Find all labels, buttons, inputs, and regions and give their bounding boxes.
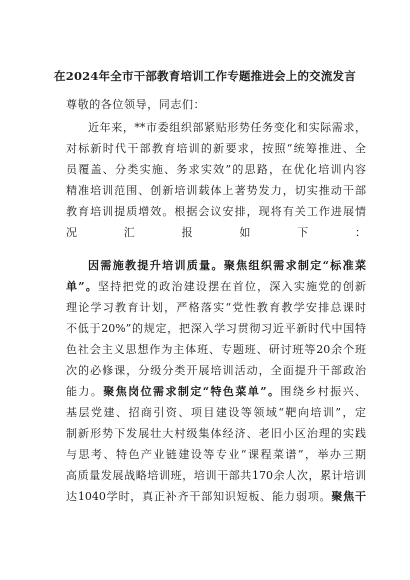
section-heading: 聚焦干 — [331, 490, 366, 503]
section-heading: 聚焦岗位需求制定“特色菜单”。 — [103, 385, 281, 398]
paragraph-line — [66, 276, 366, 297]
paragraph-line: 教育培训提质增效。根据会议安排，现将有关工作进展情 — [66, 205, 366, 218]
paragraph-line: 精准培训范围、创新培训载体上著势发力，切实推动干部 — [66, 184, 366, 197]
greeting: 尊敬的各位领导，同志们： — [66, 98, 206, 111]
paragraph-line: 员覆盖、分类实施、务求实效”的思路，在优化培训内容 — [66, 163, 366, 176]
paragraph-line: 色社会主义思想作为主体班、专题班、研讨班等20余个班 — [66, 343, 366, 356]
paragraph-line: 况汇报如下： — [66, 226, 366, 239]
paragraph-line: 理论学习教育计划，严格落实“党性教育教学安排总课时 — [66, 301, 366, 314]
paragraph-line: 高质量发展战略培训班，培训干部共170余人次，累计培训 — [66, 469, 366, 482]
section-heading: 因需施教提升培训质量。聚焦组织需求制定“标准菜 — [88, 259, 366, 272]
paragraph-line — [66, 255, 366, 276]
paragraph-line: 基层党建、招商引资、项目建设等领域“靶向培训”，定 — [66, 406, 366, 419]
paragraph-line: 与思考、特色产业链建设等专业“课程菜谱”，举办三期 — [66, 448, 366, 461]
body-text: 坚持把党的政治建设摆在首位，深入实施党的创新 — [98, 280, 366, 293]
document-title: 在2024年全市干部教育培训工作专题推进会上的交流发言 — [54, 69, 356, 83]
body-text: 围绕乡村振兴、 — [280, 385, 366, 398]
paragraph-quality — [66, 255, 366, 507]
body-text: 达1040学时，真正补齐干部知识短板、能力弱项。 — [66, 490, 332, 503]
section-heading: 单”。 — [66, 280, 99, 293]
paragraph-line: 不低于20%”的规定，把深入学习贯彻习近平新时代中国特 — [66, 322, 366, 335]
paragraph-line — [66, 381, 366, 402]
paragraph-line — [66, 486, 366, 507]
paragraph-line: 次的必修课，分级分类开展培训活动，全面提升干部政治 — [66, 364, 366, 377]
paragraph-line: 对标新时代干部教育培训的新要求，按照“统筹推进、全 — [66, 142, 366, 155]
paragraph-line: 制新形势下发展壮大村级集体经济、老旧小区治理的实践 — [66, 427, 366, 440]
paragraph-line: 近年来，**市委组织部紧贴形势任务变化和实际需求， — [88, 121, 366, 134]
body-text: 能力。 — [66, 385, 104, 398]
paragraph-intro — [66, 117, 366, 243]
